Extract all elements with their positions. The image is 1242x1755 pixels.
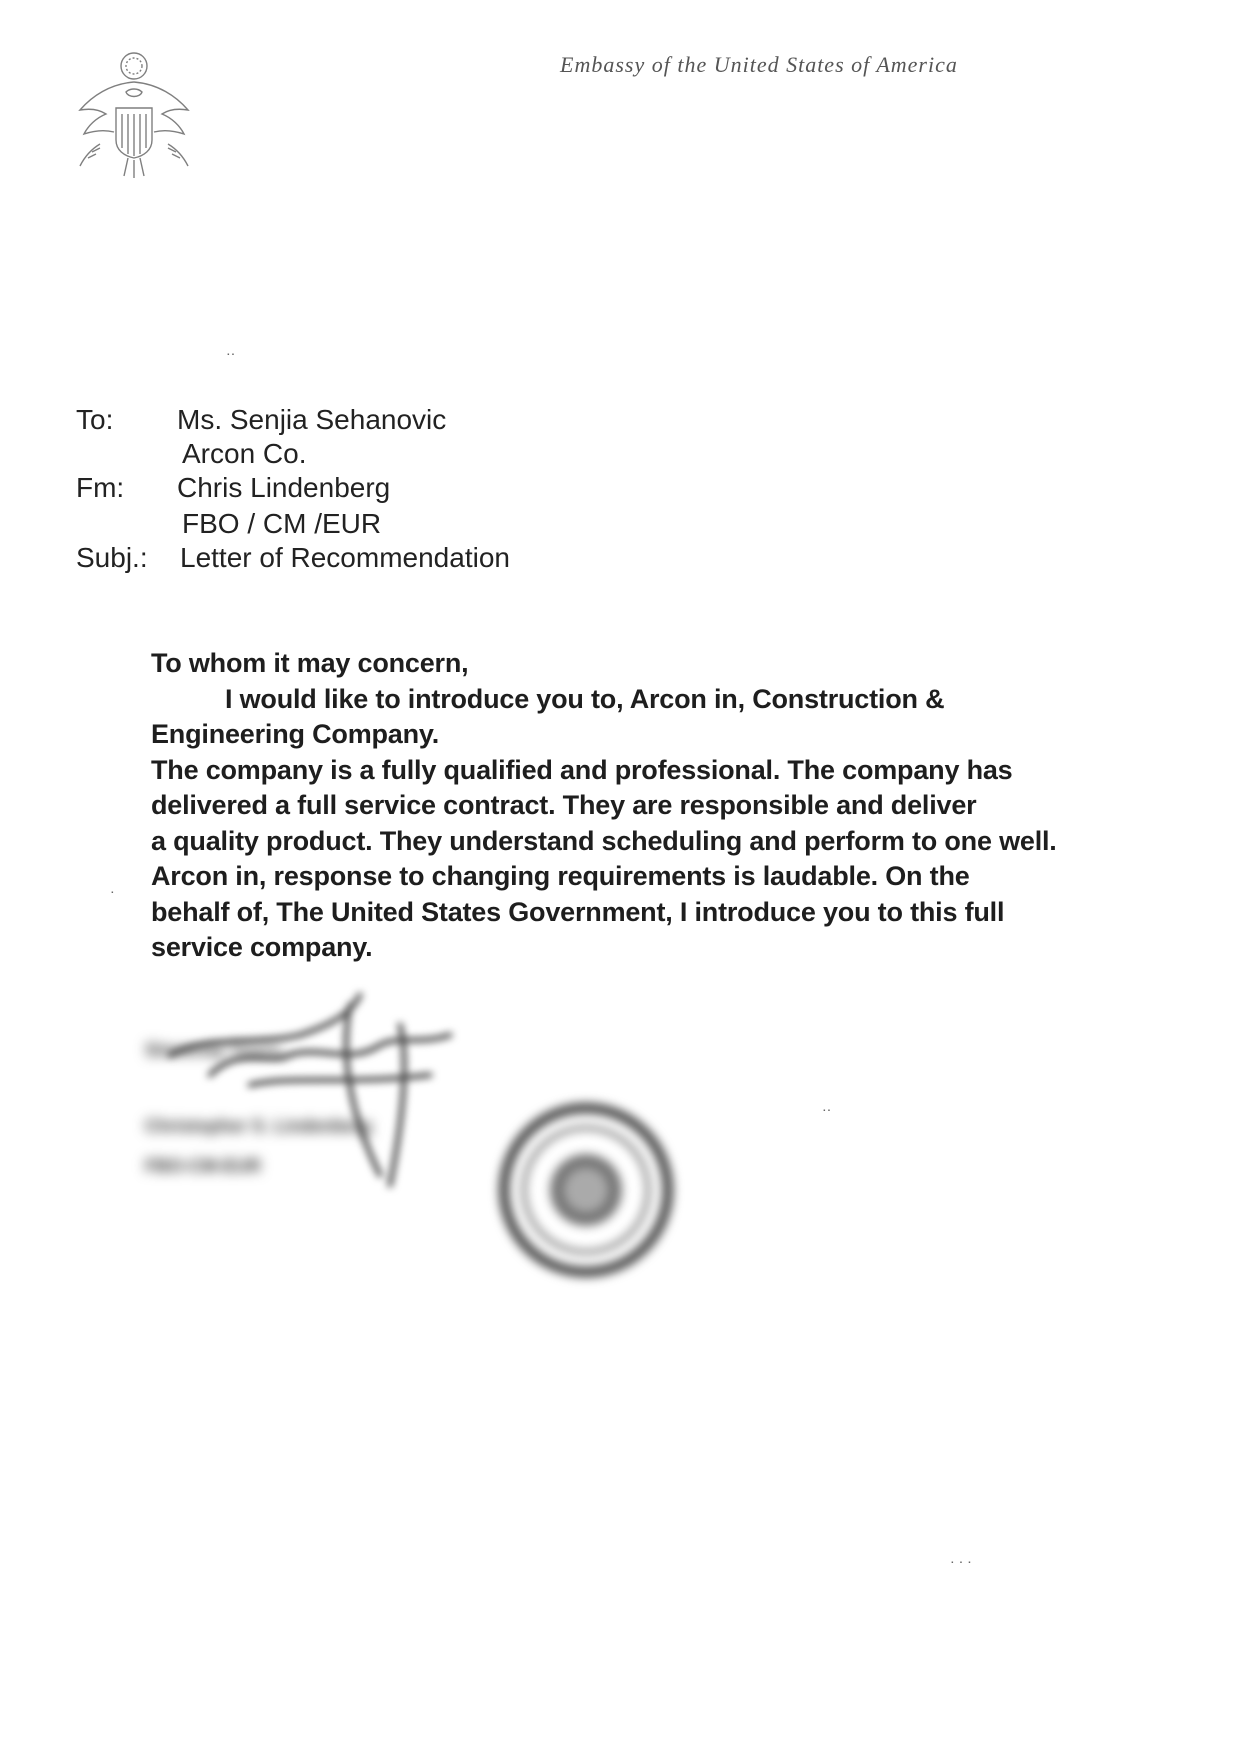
signature-closing: Sincerely Yours, [145,1040,285,1060]
letterhead-title: Embassy of the United States of America [560,52,958,77]
body-line: Arcon in, response to changing requirements is laudable. On the [151,861,970,891]
signature-name: Christopher S. Lindenberg [145,1116,373,1136]
body-line: behalf of, The United States Government, I introduce you to this full [151,896,1005,927]
subject-text: Letter of Recommendation [180,542,510,573]
stray-mark: ․․ [226,342,236,358]
body-line: a quality product. They understand scheduling and perform to one well. [151,825,1057,856]
body-line: delivered a full service contract. They are responsible and deliver [151,790,977,820]
eagle-seal-icon [70,48,200,183]
from-label: Fm: [76,472,125,503]
signature-office: FBO-CM-EUR [145,1156,261,1176]
embassy-seal-stamp-icon [496,1100,676,1280]
body-line: Engineering Company. [151,719,440,749]
stray-mark: ․ [110,880,115,896]
signature-block [145,1030,525,1186]
to-label: To: [76,404,114,435]
recipient-company: Arcon Co. [182,438,307,469]
recipient-name: Ms. Senjia Sehanovic [177,404,447,435]
stray-mark: ․․ [822,1098,832,1114]
letter-body [151,646,1151,966]
stray-mark: ․ ․ ․ [950,1550,972,1566]
salutation: To whom it may concern, [151,648,469,678]
body-line: I would like to introduce you to, Arcon in, Construction & [225,683,945,714]
body-line: The company is a fully qualified and professional. The company has [151,754,1013,785]
body-line: service company. [151,932,373,962]
sender-name: Chris Lindenberg [177,472,391,503]
sender-office: FBO / CM /EUR [182,508,382,539]
subject-label: Subj.: [76,542,148,573]
